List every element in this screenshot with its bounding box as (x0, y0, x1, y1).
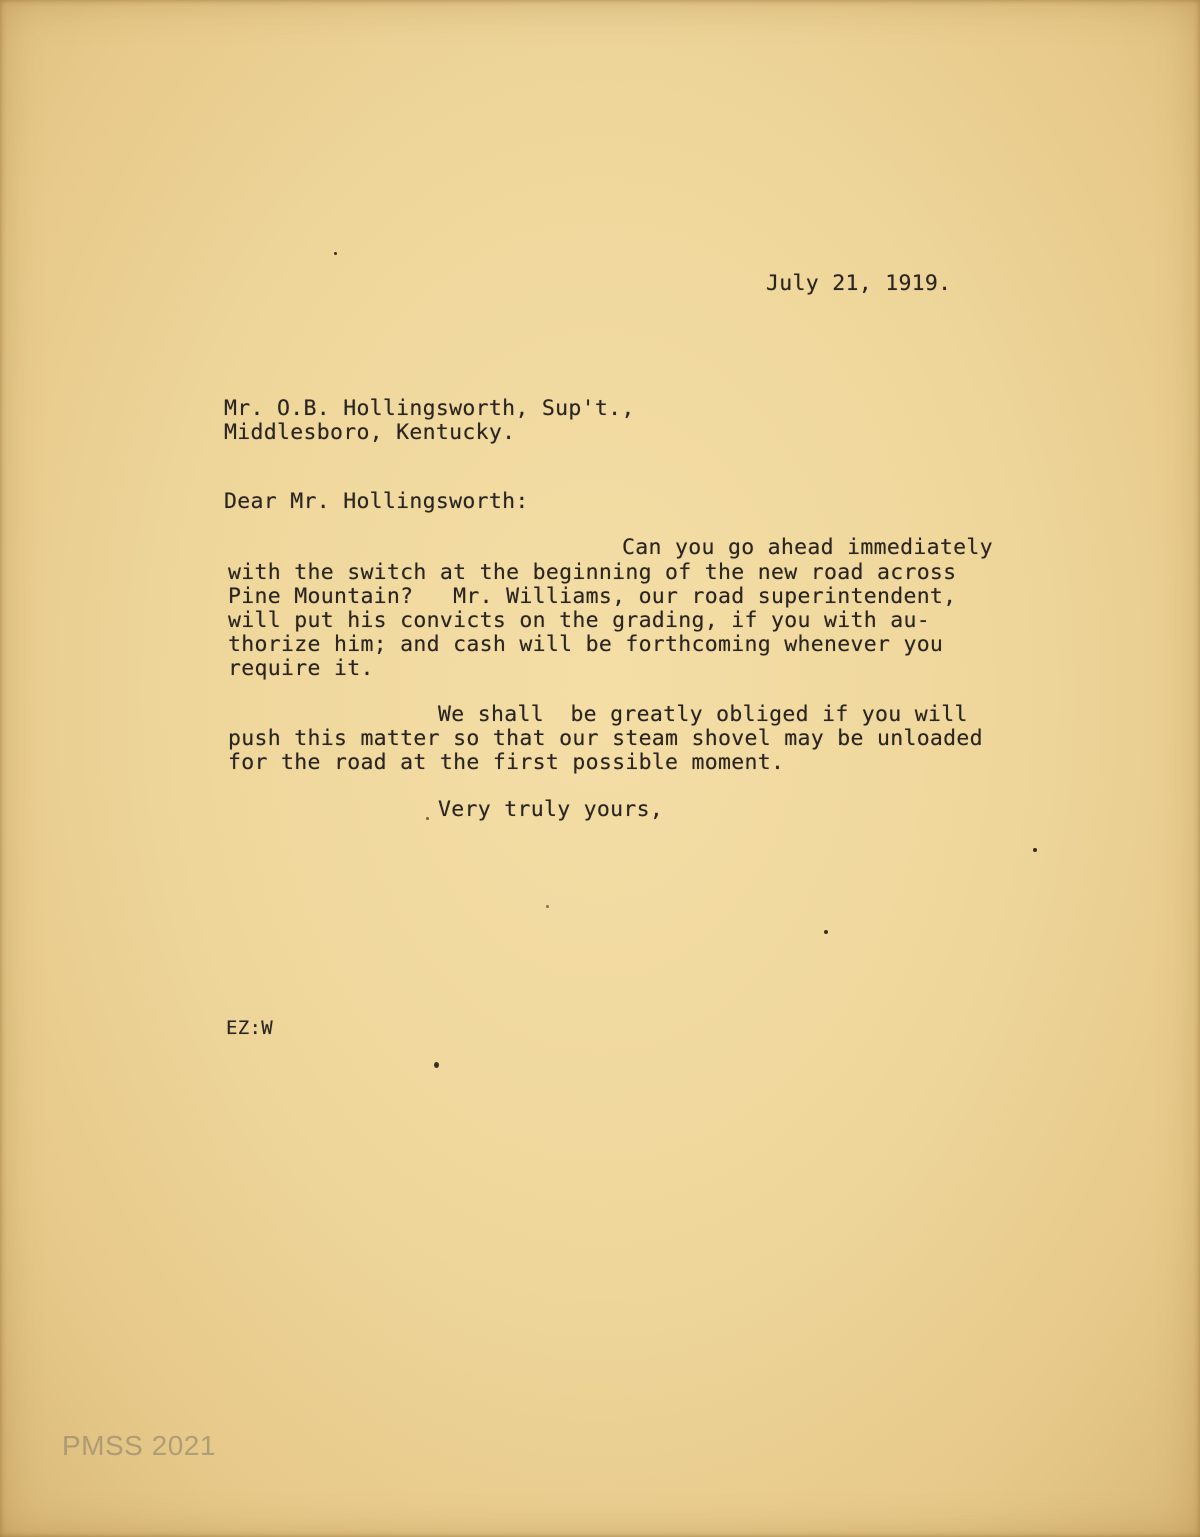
paragraph-line: We shall be greatly obliged if you will (438, 702, 968, 727)
recipient-name-line: Mr. O.B. Hollingsworth, Sup't., (224, 396, 635, 421)
paper-speck (1033, 848, 1037, 852)
paper-speck (334, 252, 337, 255)
paragraph-line: Pine Mountain? Mr. Williams, our road superintendent, (228, 584, 957, 609)
archive-watermark: PMSS 2021 (62, 1430, 216, 1461)
letter-date: July 21, 1919. (766, 271, 952, 296)
paragraph-line: thorize him; and cash will be forthcoming whenever you (228, 632, 944, 657)
paper-speck (824, 930, 828, 934)
paragraph-line: will put his convicts on the grading, if you with au- (228, 608, 930, 633)
typist-initials: EZ:W (226, 1017, 273, 1039)
paragraph-line: Can you go ahead immediately (622, 535, 993, 560)
salutation: Dear Mr. Hollingsworth: (224, 489, 529, 514)
paragraph-line: require it. (228, 656, 374, 681)
paper-speck (426, 817, 429, 820)
recipient-address-line: Middlesboro, Kentucky. (224, 420, 516, 445)
paper-speck (434, 1062, 439, 1068)
paragraph-line: push this matter so that our steam shovel may be unloaded (228, 726, 983, 751)
paragraph-line: for the road at the first possible moment. (228, 750, 785, 775)
paragraph-line: with the switch at the beginning of the new road across (228, 560, 957, 585)
closing: Very truly yours, (438, 797, 664, 822)
paper-speck (546, 905, 549, 908)
